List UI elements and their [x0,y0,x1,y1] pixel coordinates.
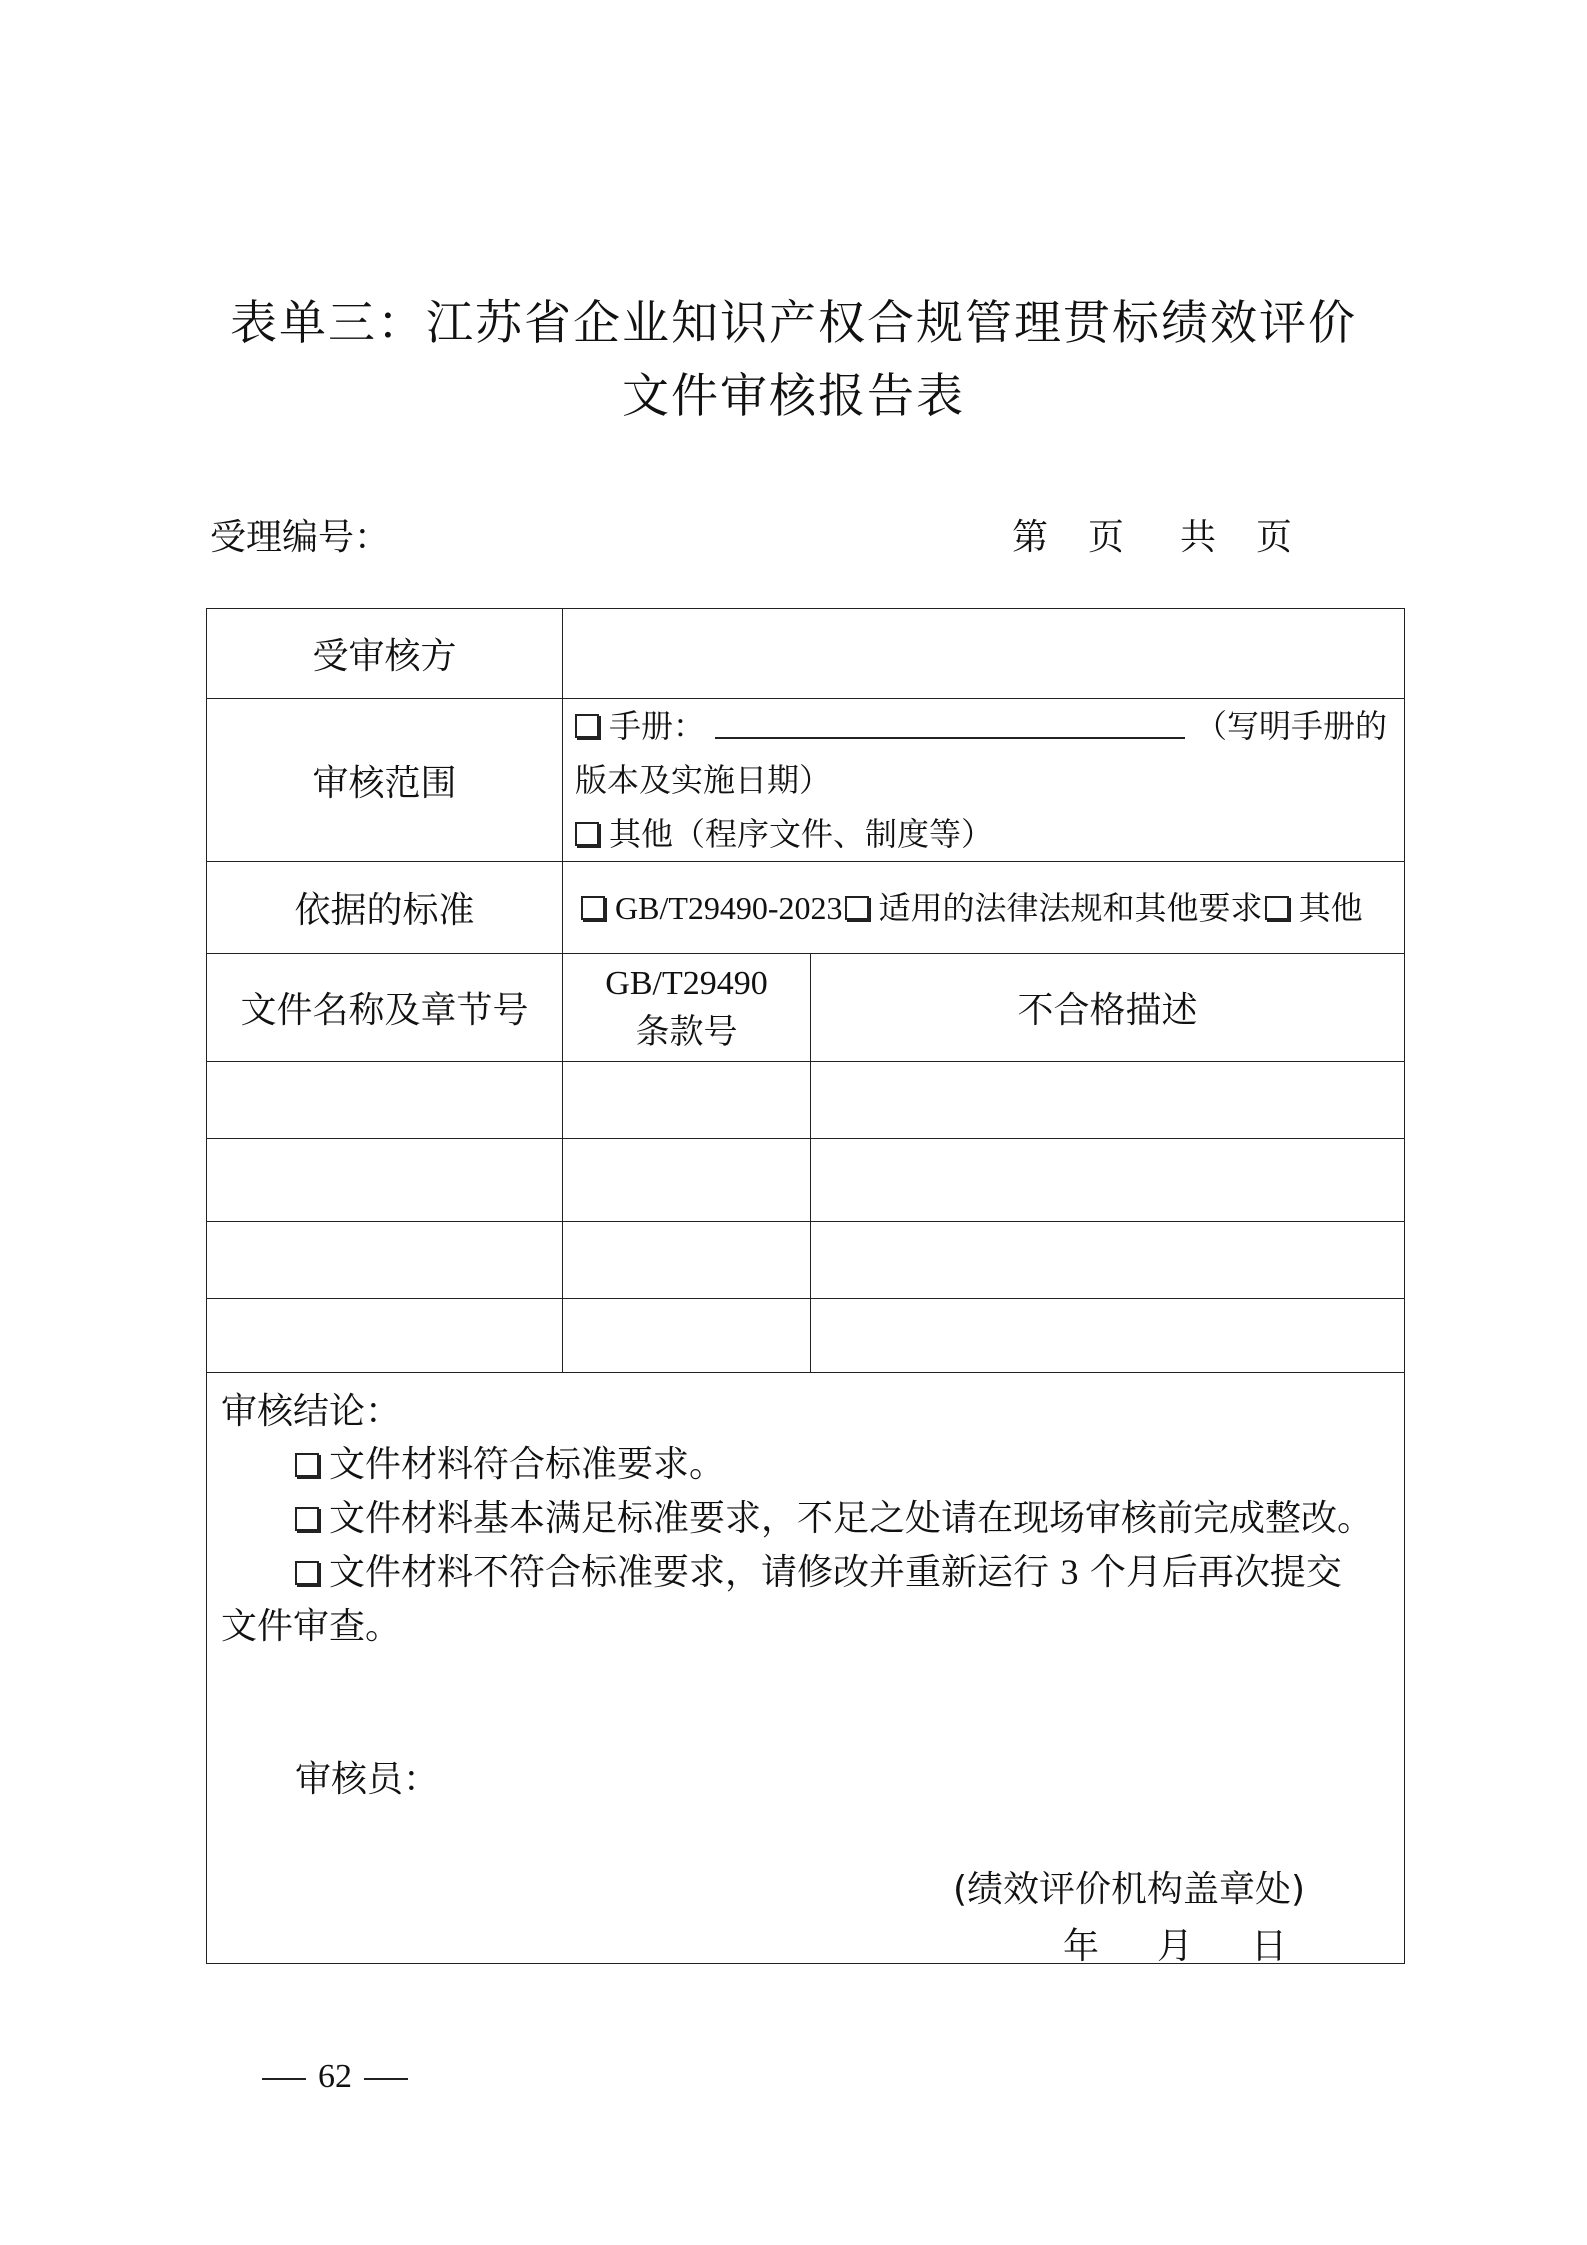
nonconformity-cell[interactable] [811,1299,1405,1373]
document-title-line1: 表单三：江苏省企业知识产权合规管理贯标绩效评价 [230,296,1357,351]
other-standard-checkbox[interactable] [1265,896,1289,920]
conclusion-option-2 [295,1490,1373,1541]
scope-label: 审核范围 [207,699,563,862]
nonconforms-label-a: 文件材料不符合标准要求，请修改并重新运行 [329,1552,1050,1593]
col-nonconformity: 不合格描述 [811,954,1405,1062]
acceptance-number-label: 受理编号： [210,517,391,558]
page-ye-total: 页 [1256,517,1293,558]
other-scope-label: 其他（程序文件、制度等） [609,815,994,853]
nonconforms-checkbox[interactable] [295,1561,319,1585]
page-gong: 共 [1180,517,1217,558]
year-label: 年 [1063,1926,1100,1967]
file-name-cell[interactable] [207,1062,563,1139]
conclusion-row [207,1373,1405,1964]
clause-cell[interactable] [563,1299,811,1373]
conclusion-option-3-wrap: 文件审查。 [221,1606,402,1647]
nonconforms-months: 3 [1060,1552,1079,1592]
table-row [207,1139,1405,1222]
scope-row [207,699,1405,862]
auditee-field[interactable] [563,609,1405,699]
seal-area-label: (绩效评价机构盖章处) [953,1869,1306,1910]
nonconforms-label-b: 个月后再次提交 [1089,1552,1342,1593]
nonconformity-cell[interactable] [811,1139,1405,1222]
table-row [207,1299,1405,1373]
file-name-cell[interactable] [207,1222,563,1299]
col-clause [563,954,811,1062]
table-row [207,1062,1405,1139]
manual-checkbox[interactable] [575,714,599,738]
conforms-label: 文件材料符合标准要求。 [329,1444,726,1485]
conclusion-title: 审核结论： [221,1391,402,1432]
manual-input-line[interactable] [715,707,1185,739]
page-ye: 页 [1088,517,1125,558]
manual-label: 手册： [609,707,706,745]
gb-standard-label: GB/T29490-2023 [615,889,843,926]
file-name-cell[interactable] [207,1139,563,1222]
footer-dash-left [262,2078,306,2080]
standard-options [563,862,1405,954]
conclusion-cell [207,1373,1405,1967]
clause-cell[interactable] [563,1139,811,1222]
nonconformity-cell[interactable] [811,1062,1405,1139]
laws-checkbox[interactable] [845,896,869,920]
document-title-line2: 文件审核报告表 [622,369,965,424]
col-file-name: 文件名称及章节号 [207,954,563,1062]
page-footer [250,2058,420,2096]
manual-note-wrap: 版本及实施日期） [575,761,832,799]
basically-conforms-checkbox[interactable] [295,1507,319,1531]
scope-options [563,699,1405,862]
col-clause-line1: GB/T29490 [605,964,768,1002]
auditor-label: 审核员： [295,1759,440,1800]
day-label: 日 [1251,1926,1288,1967]
clause-cell[interactable] [563,1222,811,1299]
conclusion-option-3 [295,1544,1342,1595]
laws-label: 适用的法律法规和其他要求 [878,888,1263,927]
basically-conforms-label: 文件材料基本满足标准要求，不足之处请在现场审核前完成整改。 [329,1498,1374,1539]
month-label: 月 [1157,1926,1194,1967]
col-clause-line2: 条款号 [635,1011,738,1052]
file-name-cell[interactable] [207,1299,563,1373]
nonconformity-cell[interactable] [811,1222,1405,1299]
standard-label: 依据的标准 [207,862,563,954]
page-info [1012,517,1293,558]
date-line [1063,1918,1345,1969]
footer-dash-right [364,2078,408,2080]
gb-standard-checkbox[interactable] [581,896,605,920]
page-number: 62 [318,2058,352,2095]
clause-cell[interactable] [563,1062,811,1139]
table-row [207,1222,1405,1299]
auditee-row [207,609,1405,699]
manual-note: （写明手册的 [1195,707,1388,745]
column-header-row [207,954,1405,1062]
conforms-checkbox[interactable] [295,1453,319,1477]
other-standard-label: 其他 [1298,888,1363,927]
conclusion-option-1 [295,1436,725,1487]
audit-report-table [206,608,1405,1967]
other-scope-checkbox[interactable] [575,822,599,846]
page-di: 第 [1012,517,1049,558]
auditee-label: 受审核方 [207,609,563,699]
standard-row [207,862,1405,954]
